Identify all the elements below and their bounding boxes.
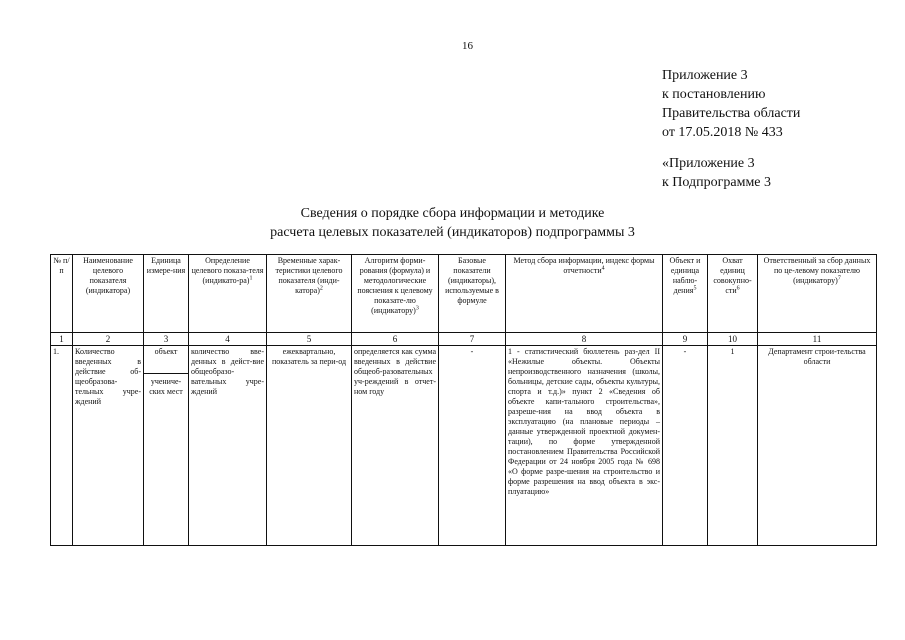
header-cell: Единица измере-ния <box>144 255 189 333</box>
annex-line: Правительства области <box>662 106 801 121</box>
collection-method: 1 - статистический бюллетень раз-дел II «Нежилые объекты. Объекты непроизводственного назначения (школы, больницы, детские сады, объекты культуры, спорта и т.д.)» пункт 2 «Сведения об объекте капи-тального строительства», разреше-ния на ввод объекта в эксплуатацию (на плановые периоды – данные утвержденной проектной докумен-тации), по форме утвержденной постановлением Правительства Российской Федерации от 24 ноября 2005 года № 698 «О форме разре-шения на строительство и форме разрешения на ввод объекта в экс-плуатацию» <box>506 346 663 546</box>
annex-line: к постановлению <box>662 87 766 102</box>
header-cell <box>352 255 439 333</box>
unit-value: объект <box>154 347 178 356</box>
header-cell: Наименование целевого показателя (индикатора) <box>73 255 144 333</box>
header-text: Временные харак-теристики целевого показателя (инди-катора) <box>275 256 343 295</box>
indicator-name: Количество введенных в действие об-щеобразова-тельных учре-ждений <box>73 346 144 546</box>
subprogram-annex-reference <box>662 154 771 192</box>
header-text: Алгоритм форми-рования (формула) и методологические пояснения к целевому показате-лю (индикатору) <box>357 256 433 315</box>
header-cell: Базовые показатели (индикаторы), используемые в формуле <box>439 255 506 333</box>
column-number: 5 <box>267 333 352 346</box>
column-number: 8 <box>506 333 663 346</box>
title-line: Сведения о порядке сбора информации и методике <box>300 206 605 221</box>
header-cell <box>189 255 267 333</box>
footnote-mark: 2 <box>319 285 323 292</box>
document-title <box>0 204 905 242</box>
header-cell <box>663 255 708 333</box>
column-number: 1 <box>51 333 73 346</box>
column-number: 6 <box>352 333 439 346</box>
column-number: 4 <box>189 333 267 346</box>
page-number: 16 <box>462 40 473 52</box>
annex-line: Приложение 3 <box>662 68 748 83</box>
header-cell: № п/п <box>51 255 73 333</box>
column-number: 9 <box>663 333 708 346</box>
column-number: 3 <box>144 333 189 346</box>
column-number: 11 <box>758 333 877 346</box>
footnote-mark: 5 <box>693 285 697 292</box>
calculation-algorithm: определяется как сумма введенных в действие общеоб-разовательных уч-реждений в отчет-ном году <box>352 346 439 546</box>
header-text: Метод сбора информации, индекс формы отчетности <box>513 256 655 275</box>
base-indicators: - <box>439 346 506 546</box>
header-text: Определение целевого показа-теля (индикато-ра) <box>191 256 264 285</box>
title-line: расчета целевых показателей (индикаторов) подпрограммы 3 <box>270 225 635 240</box>
table-header-row <box>51 255 877 333</box>
annex-line: к Подпрограмме 3 <box>662 175 772 190</box>
footnote-mark: 6 <box>736 285 740 292</box>
column-number-row <box>51 333 877 346</box>
responsible-body: Департамент строи-тельства области <box>758 346 877 546</box>
column-number: 2 <box>73 333 144 346</box>
footnote-mark: 7 <box>837 275 841 282</box>
column-number: 10 <box>708 333 758 346</box>
coverage: 1 <box>708 346 758 546</box>
indicator-definition: количество вве-денных в дейст-вие общеобразо-вательных учре-ждений <box>189 346 267 546</box>
column-number: 7 <box>439 333 506 346</box>
header-cell <box>758 255 877 333</box>
row-number: 1. <box>51 346 73 546</box>
table-row <box>51 346 877 546</box>
header-cell <box>267 255 352 333</box>
header-text: Ответственный за сбор данных по це-левому показателю (индикатору) <box>763 256 871 285</box>
observation-object: - <box>663 346 708 546</box>
annex-reference <box>662 66 800 142</box>
header-text: Объект и единица наблю-дения <box>669 256 701 295</box>
header-cell <box>506 255 663 333</box>
annex-line: «Приложение 3 <box>662 156 755 171</box>
footnote-mark: 1 <box>249 275 253 282</box>
annex-line: от 17.05.2018 № 433 <box>662 125 783 140</box>
unit-cell <box>144 346 189 546</box>
header-cell <box>708 255 758 333</box>
indicators-table <box>50 254 877 546</box>
footnote-mark: 4 <box>601 265 605 272</box>
time-characteristics: ежеквартально, показатель за пери-од <box>267 346 352 546</box>
unit-value: учениче-ских мест <box>144 373 188 397</box>
footnote-mark: 3 <box>415 305 419 312</box>
header-text: Охват единиц совокупно-сти <box>713 256 752 295</box>
